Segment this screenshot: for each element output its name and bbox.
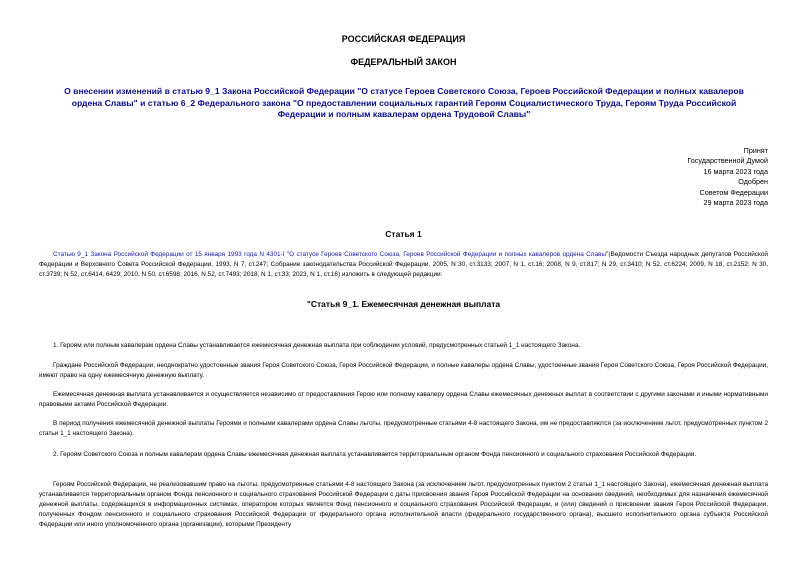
article-1-intro (39, 250, 768, 280)
article-9-1-heading: "Статья 9_1. Ежемесячная денежная выплата (306, 299, 501, 309)
article-1-heading: Статья 1 (385, 229, 422, 239)
approved-label: Одобрен (738, 177, 768, 187)
council-date: 29 марта 2023 года (703, 198, 768, 208)
duma-label: Государственной Думой (687, 156, 768, 166)
law-type-heading: ФЕДЕРАЛЬНЫЙ ЗАКОН (350, 57, 457, 67)
accepted-label: Принят (743, 146, 768, 155)
council-label: Советом Федерации (699, 187, 768, 197)
paragraph: Ежемесячная денежная выплата устанавливается и осуществляется независимо от предоставления Герою или полному кавалеру ордена Славы ежемесячных денежных выплат в соответствии с другими законами и иными нормативными правовыми актами Российской Федерации. (39, 391, 768, 408)
title-text-1: О внесении изменений в (64, 86, 173, 96)
intro-rest: (Ведомости Съезда народных депутатов Российской Федерации и Верховного Совета Российской Федерации, 1993, N 7, ст.247; Собрание законодательства Российской Федерации, 2005, N 30, ст.3133; 2007, N 1, ст.16; 2008, N 9, ст.817; N 29, ст.3410; N 52, ст.6224; 2009, N 18, ст.2152; N 30, ст.3739; N 52, ст.6414, 6429; 2010, N 50, ст.6598; 2016, N 52, ст.7493; 2018, N 1, ст.33; 2023, N 1, ст.16) изложить в следующей редакции: (39, 251, 768, 278)
paragraph: 1. Героям или полным кавалерам ордена Славы устанавливается ежемесячная денежная выплата при соблюдении условий, предусмотренных статьей 1_1 настоящего Закона. (53, 342, 581, 349)
intro-law-link[interactable]: Статью 9_1 Закона Российской Федерации от 15 января 1993 года N 4301-I "О статусе Героев Советского Союза, Героев Российской Федерации и полных кавалеров ордена Славы" (53, 251, 609, 258)
title-text-2: и (137, 97, 148, 108)
duma-date: 16 марта 2023 года (703, 166, 768, 176)
paragraph: Граждане Российской Федерации, неоднократно удостоенные звания Героя Советского Союза, Героя Российской Федерации, и полные кавалеры ордена Славы, удостоенные звания Героя Советского Союза, Героя Российской Федерации, имеют право на одну ежемесячную денежную выплату. (39, 362, 768, 379)
country-heading: РОССИЙСКАЯ ФЕДЕРАЦИЯ (341, 34, 466, 44)
paragraph: Героям Российской Федерации, не реализовавшим право на льготы, предусмотренные статьями 4-8 настоящего Закона (за исключением льгот, предусмотренных пунктом 2 статьи 1_1 настоящего Закона), ежемесячная денежная выплата устанавливается территориальным органом Фонда пенсионного и социального страхования Российской Федерации с даты присвоения звания Героя Российской Федерации на основании сведений, необходимых для назначения ежемесячной денежной выплаты, содержащихся в информационных системах, оператором которых является Фонд пенсионного и социального страхования Российской Федерации, и (или) сведений о присвоении звания Героя Российской Федерации, полученных Фондом пенсионного и социального страхования Российской Федерации от федерального органа исполнительной власти (федерального государственного органа), высшего исполнительного органа субъекта Российской Федерации или иного уполномоченного органа (организации), которыми Президенту (39, 481, 768, 528)
paragraph: В период получения ежемесячной денежной выплаты Героями и полными кавалерами ордена Славы льготы, предусмотренные статьями 4-8 настоящего Закона, им не предоставляются (за исключением льгот, предусмотренных пунктом 2 статьи 1_1 настоящего Закона). (39, 420, 768, 437)
title-link-article-9-1[interactable]: статью 9_1 Закона Российской Федерации "О статусе Героев Советского Союза, Героев Российской Федерации и полных кавалеров ордена Славы" (71, 86, 744, 108)
acceptance-block (568, 146, 768, 208)
law-title (48, 86, 760, 121)
title-link-article-6-2[interactable]: статью 6_2 Федерального закона "О предоставлении социальных гарантий Героям Социалистического Труда, Героям Труда Российской Федерации и полным кавалерам ордена Трудовой Славы" (147, 97, 737, 119)
paragraph: 2. Героям Советского Союза и полным кавалерам ордена Славы ежемесячная денежная выплата устанавливается территориальным органом Фонда пенсионного и социального страхования Российской Федерации. (53, 451, 697, 458)
